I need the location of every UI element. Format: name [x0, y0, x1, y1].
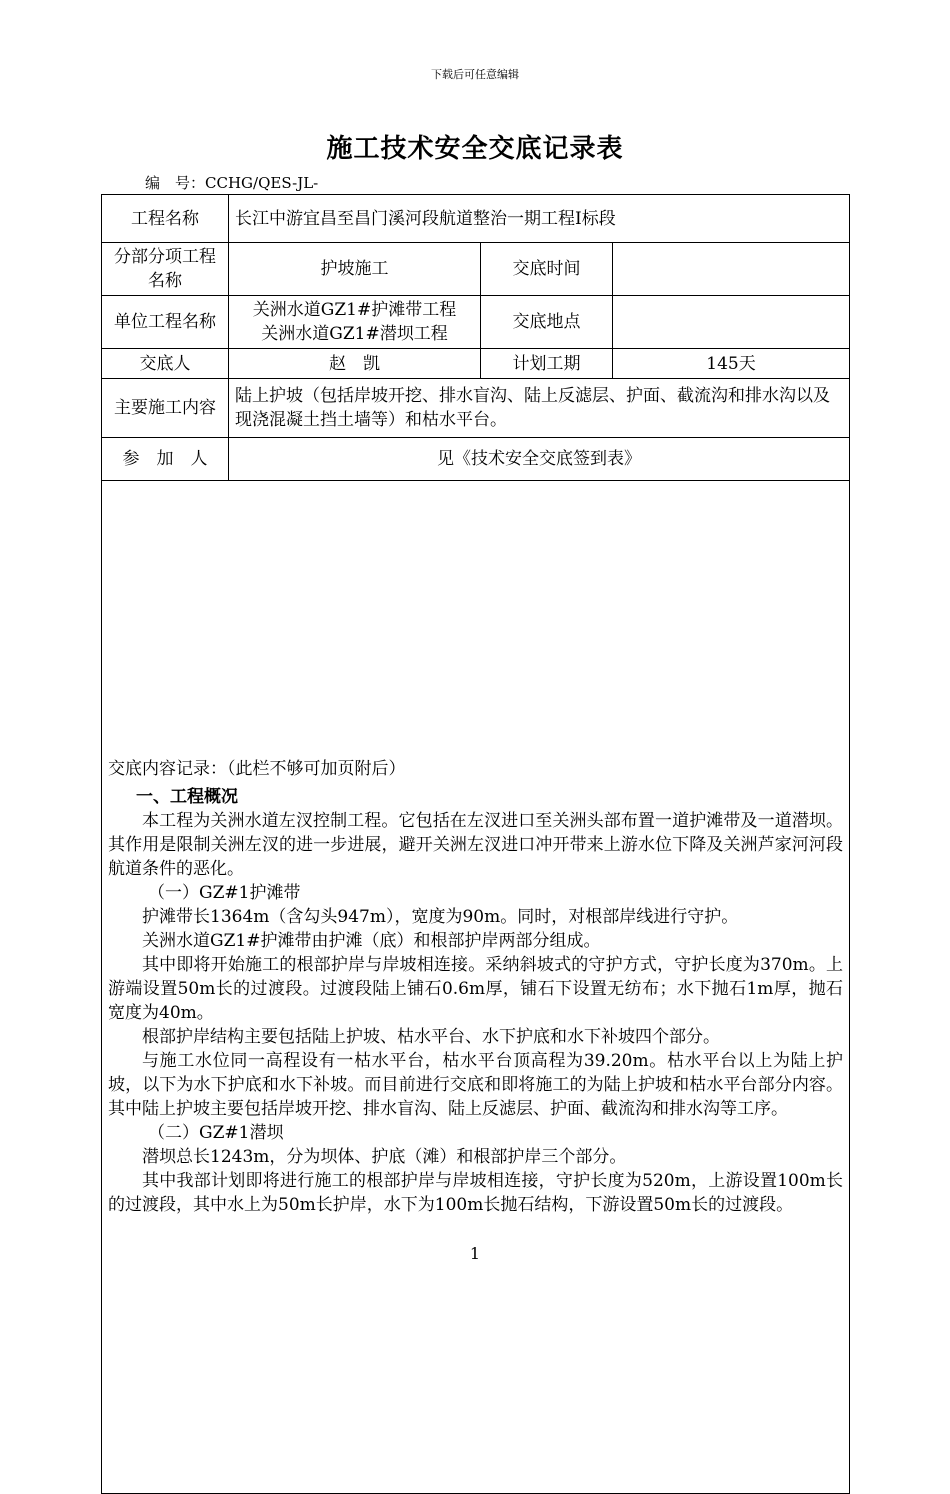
- record-table: [101, 194, 850, 1494]
- unit-project-value: [229, 296, 481, 349]
- paragraph: 其中即将开始施工的根部护岸与岸坡相连接。采纳斜坡式的守护方式，守护长度为370m。上游端设置50m长的过渡段。过渡段陆上铺石0.6m厚，铺石下设置无纺布；水下抛石1m厚，抛石宽度为40m。: [108, 955, 844, 1023]
- project-name-label: 工程名称: [102, 195, 229, 243]
- row-participants: [102, 438, 850, 481]
- row-presenter: [102, 349, 850, 379]
- paragraph: 其中我部计划即将进行施工的根部护岸与岸坡相连接，守护长度为520m，上游设置100m长的过渡段，其中水上为50m长护岸，水下为100m长抛石结构，下游设置50m长的过渡段。: [108, 1171, 844, 1215]
- row-project-name: [102, 195, 850, 243]
- subsection-heading: （二）GZ#1潜坝: [148, 1123, 284, 1143]
- row-content-record: [102, 481, 850, 1494]
- row-sub-project: [102, 243, 850, 296]
- handover-time-value: [613, 243, 850, 296]
- sub-project-value: 护坡施工: [229, 243, 481, 296]
- sub-project-label: 分部分项工程名称: [102, 243, 229, 296]
- main-content-value: 陆上护坡（包括岸坡开挖、排水盲沟、陆上反滤层、护面、截流沟和排水沟以及现浇混凝土挡土墙等）和枯水平台。: [229, 379, 850, 438]
- section-heading: 一、工程概况: [136, 787, 238, 807]
- paragraph: 本工程为关洲水道左汊控制工程。它包括在左汊进口至关洲头部布置一道护滩带及一道潜坝。其作用是限制关洲左汊的进一步进展，避开关洲左汊进口冲开带来上游水位下降及关洲芦家河河段航道条件的恶化。: [108, 811, 844, 879]
- header-note: 下载后可任意编辑: [431, 68, 519, 81]
- content-record-cell: [102, 481, 850, 1494]
- content-intro: 交底内容记录：（此栏不够可加页附后）: [108, 759, 406, 779]
- unit-project-label: 单位工程名称: [102, 296, 229, 349]
- unit-project-line-1: 关洲水道GZ1#护滩带工程: [252, 300, 457, 320]
- paragraph: 关洲水道GZ1#护滩带由护滩（底）和根部护岸两部分组成。: [142, 931, 601, 951]
- paragraph: 潜坝总长1243m，分为坝体、护底（滩）和根部护岸三个部分。: [142, 1147, 627, 1167]
- presenter-value: 赵 凯: [229, 349, 481, 379]
- paragraph: 与施工水位同一高程设有一枯水平台，枯水平台顶高程为39.20m。枯水平台以上为陆上护坡，以下为水下护底和水下补坡。而目前进行交底和即将施工的为陆上护坡和枯水平台部分内容。其中陆上护坡主要包括岸坡开挖、排水盲沟、陆上反滤层、护面、截流沟和排水沟等工序。: [108, 1051, 844, 1119]
- handover-place-label: 交底地点: [481, 296, 613, 349]
- row-main-content: [102, 379, 850, 438]
- planned-duration-value: 145天: [613, 349, 850, 379]
- main-content-label: 主要施工内容: [102, 379, 229, 438]
- document-number: 编 号：CCHG/QES-JL-: [145, 174, 319, 192]
- document-title: 施工技术安全交底记录表: [326, 134, 624, 164]
- participants-label: 参 加 人: [102, 438, 229, 481]
- handover-place-value: [613, 296, 850, 349]
- page-number: 1: [469, 1244, 481, 1263]
- subsection-heading: （一）GZ#1护滩带: [148, 883, 301, 903]
- unit-project-line-2: 关洲水道GZ1#潜坝工程: [261, 324, 448, 344]
- planned-duration-label: 计划工期: [481, 349, 613, 379]
- participants-value: 见《技术安全交底签到表》: [229, 438, 850, 481]
- paragraph: 根部护岸结构主要包括陆上护坡、枯水平台、水下护底和水下补坡四个部分。: [142, 1027, 720, 1047]
- project-name-value: 长江中游宜昌至昌门溪河段航道整治一期工程Ⅰ标段: [229, 195, 850, 243]
- handover-time-label: 交底时间: [481, 243, 613, 296]
- presenter-label: 交底人: [102, 349, 229, 379]
- paragraph: 护滩带长1364m（含勾头947m），宽度为90m。同时，对根部岸线进行守护。: [142, 907, 739, 927]
- row-unit-project: [102, 296, 850, 349]
